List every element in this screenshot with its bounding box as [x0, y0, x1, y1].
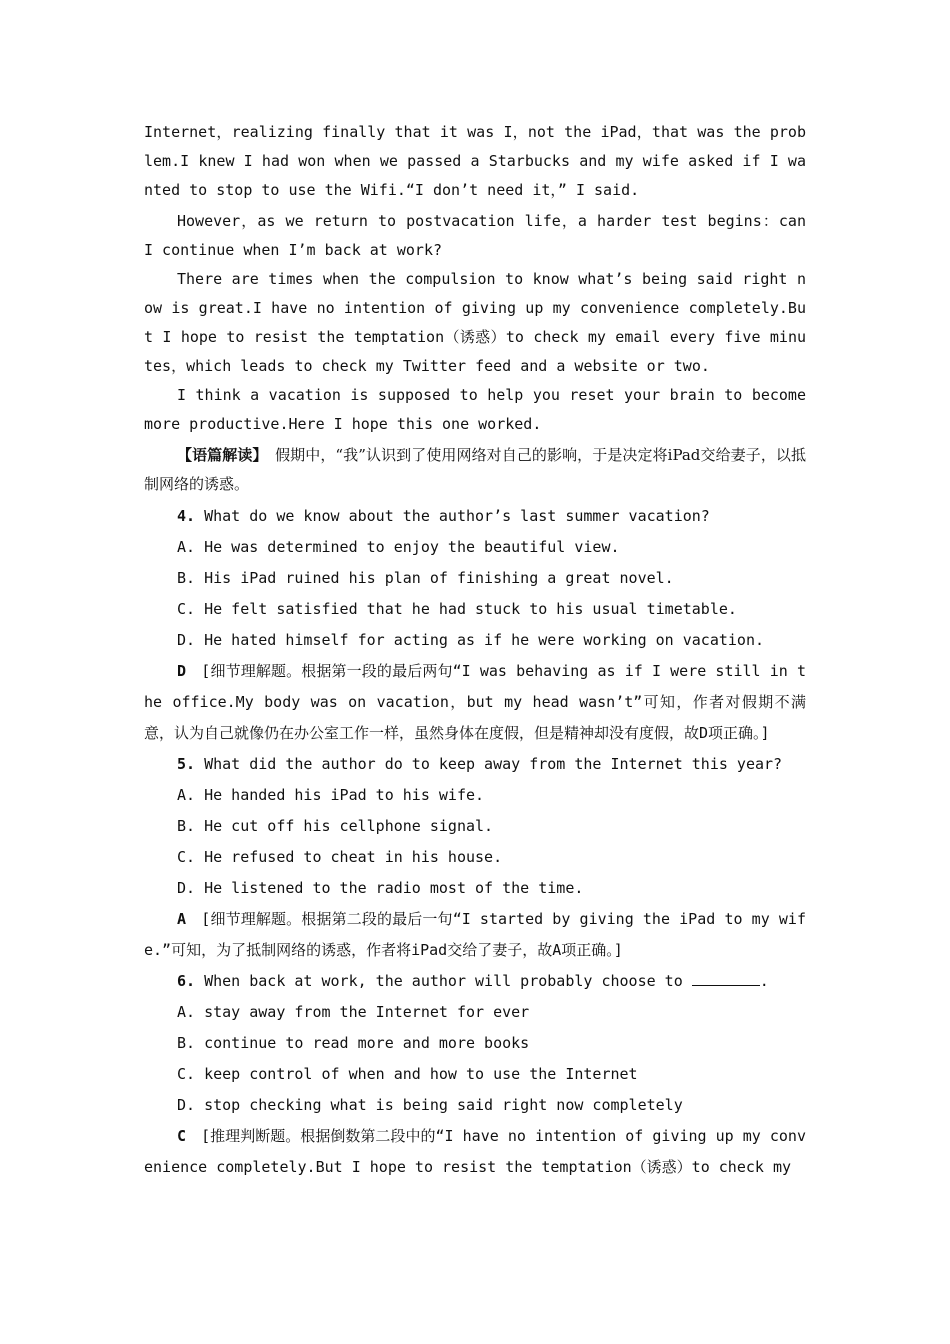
passage-summary	[144, 441, 806, 499]
explanation-text: [推理判断题。根据倒数第二段中的“I have no intention of giving up my convenience completely.But I hope to resist the temptation（诱惑）to check my	[144, 1127, 806, 1176]
answer-blank	[692, 971, 760, 986]
question-6-option-d: D. stop checking what is being said right now completely	[177, 1096, 683, 1114]
question-4-stem	[144, 501, 806, 532]
question-5-option-a: A. He handed his iPad to his wife.	[177, 786, 485, 804]
question-5-option-b: B. He cut off his cellphone signal.	[177, 817, 494, 835]
question-4-option-a: A. He was determined to enjoy the beautiful view.	[177, 538, 620, 556]
question-4-explanation	[144, 656, 806, 749]
summary-label: 【语篇解读】	[177, 446, 260, 464]
passage-paragraph-3: There are times when the compulsion to know what’s being said right now is great.I have no intention of giving up my convenience completely.But I hope to resist the temptation（诱惑）to check my email every five minutes，which leads to check my Twitter feed and a website or two.	[144, 270, 806, 375]
document-page	[144, 118, 806, 1183]
question-5-option-d: D. He listened to the radio most of the time.	[177, 879, 584, 897]
question-text: What do we know about the author’s last summer vacation?	[195, 507, 710, 525]
question-6-explanation	[144, 1121, 806, 1183]
question-6-option-c: C. keep control of when and how to use the Internet	[177, 1065, 638, 1083]
explanation-text: [细节理解题。根据第二段的最后一句“I started by giving the iPad to my wife.”可知，为了抵制网络的诱惑，作者将iPad交给了妻子，故A项正确。]	[144, 910, 806, 959]
question-4-option-b: B. His iPad ruined his plan of finishing a great novel.	[177, 569, 674, 587]
question-6-option-b: B. continue to read more and more books	[177, 1034, 530, 1052]
question-4-option-c: C. He felt satisfied that he had stuck to his usual timetable.	[177, 600, 737, 618]
question-number: 5.	[177, 755, 196, 773]
question-text: What did the author do to keep away from the Internet this year?	[195, 755, 783, 773]
passage-paragraph-4: I think a vacation is supposed to help you reset your brain to become more productive.Here I hope this one worked.	[144, 386, 806, 433]
summary-text: 假期中，“我”认识到了使用网络对自己的影响，于是决定将iPad交给妻子，以抵制网络的诱惑。	[144, 446, 806, 493]
question-5-option-c: C. He refused to cheat in his house.	[177, 848, 503, 866]
question-text-end: .	[759, 972, 769, 990]
passage-paragraph-2: However，as we return to postvacation life，a harder test begins：can I continue when I’m back at work?	[144, 212, 806, 259]
explanation-text: [细节理解题。根据第一段的最后两句“I was behaving as if I were still in the office.My body was on vacation，but my head wasn’t”可知，作者对假期不满意，认为自己就像仍在办公室工作一样，虽然身体在度假，但是精神却没有度假，故D项正确。]	[144, 662, 806, 742]
question-6-stem	[144, 966, 806, 997]
question-5-stem	[144, 749, 806, 780]
passage-paragraph-1: Internet，realizing finally that it was I，not the iPad，that was the problem.I knew I had won when we passed a Starbucks and my wife asked if I wanted to stop to use the Wifi.“I don’t need it，” I said.	[144, 123, 806, 199]
question-6-option-a: A. stay away from the Internet for ever	[177, 1003, 530, 1021]
answer-letter: A	[177, 910, 187, 928]
question-5-explanation	[144, 904, 806, 966]
question-number: 6.	[177, 972, 196, 990]
answer-letter: C	[177, 1127, 187, 1145]
answer-letter: D	[177, 662, 187, 680]
question-number: 4.	[177, 507, 196, 525]
question-text: When back at work, the author will probably choose to	[195, 972, 692, 990]
question-4-option-d: D. He hated himself for acting as if he were working on vacation.	[177, 631, 764, 649]
